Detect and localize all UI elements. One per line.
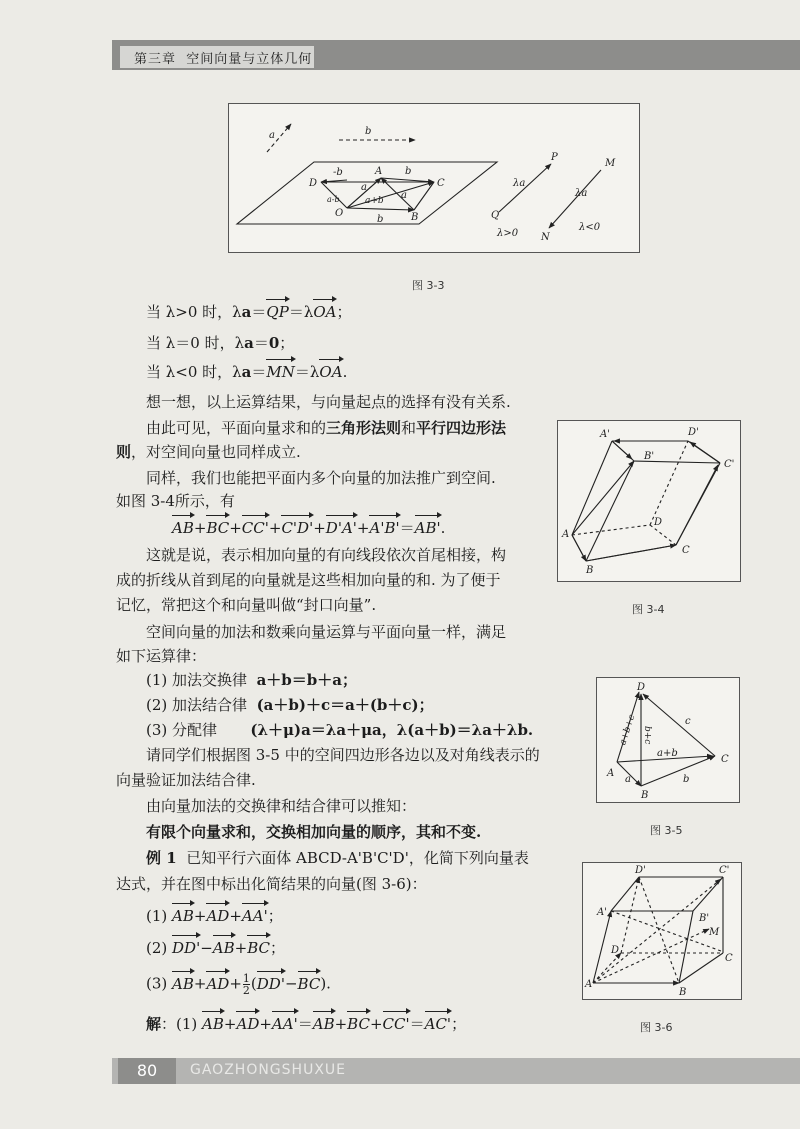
fig34-label-C: C (682, 545, 690, 556)
fig34-label-A1: A' (600, 429, 610, 440)
fig36-label-C1: C' (719, 865, 730, 876)
figure-3-4-caption: 图 3-4 (632, 603, 665, 616)
chapter-number: 第三章 (134, 52, 177, 67)
fig34-label-B1: B' (644, 451, 655, 462)
figure-3-5-caption: 图 3-5 (650, 824, 683, 837)
text-line-triangle-rule: 由此可见，平面向量求和的三角形法则和平行四边形法 (146, 419, 507, 437)
fig36-label-A: A (585, 979, 593, 990)
fig36-label-D1: D' (635, 865, 646, 876)
fig33-label-lambda-a-1: λa (513, 178, 526, 189)
fig36-label-A1: A' (597, 907, 607, 918)
text-line-verify-2: 向量验证加法结合律. (116, 771, 256, 789)
text-line-deduce: 由向量加法的交换律和结合律可以推知： (146, 797, 417, 815)
fig36-label-D: D (611, 945, 620, 956)
fig33-label-a-plus-b: a+b (365, 196, 384, 206)
footer-brand: GAOZHONGSHUXUE (190, 1062, 347, 1078)
text-line-meaning-2: 成的折线从首到尾的向量就是这些相加向量的和. 为了便于 (116, 571, 501, 589)
fig36-label-B1: B' (699, 913, 710, 924)
fig33-label-B: B (411, 212, 419, 223)
figure-3-3 (228, 103, 640, 253)
fig33-label-lambda-a-2: λa (575, 188, 588, 199)
fig34-label-B: B (586, 565, 594, 576)
chapter-title: 空间向量与立体几何 (186, 52, 313, 67)
text-line-laws-intro-2: 如下运算律： (116, 647, 207, 665)
example-1-heading: 例 1 已知平行六面体 ABCD-A'B'C'D'，化简下列向量表 (146, 849, 529, 867)
fig35-label-a: a (625, 774, 631, 785)
text-line-meaning-3: 记忆，常把这个和向量叫做“封口向量”. (116, 596, 377, 614)
figure-3-4-diagram (558, 421, 740, 581)
fig33-label-P: P (551, 152, 558, 163)
fig35-label-c: c (685, 716, 691, 727)
fig36-label-C: C (725, 953, 733, 964)
law-distributive: (3) 分配律 (λ＋μ)a＝λa＋μa，λ(a＋b)＝λa＋λb. (146, 721, 534, 739)
figure-3-6 (582, 862, 742, 1000)
text-line-conclusion: 有限个向量求和，交换相加向量的顺序，其和不变. (146, 823, 482, 841)
figure-3-5 (596, 677, 740, 803)
fig34-label-A: A (562, 529, 570, 540)
vector-MN: MN (266, 363, 295, 381)
vector-OA-2: OA (319, 363, 343, 381)
fig36-label-B: B (679, 987, 687, 998)
fig34-label-C1: C' (724, 459, 735, 470)
question-2: (2) DD'−AB+BC； (146, 939, 286, 957)
text-line-lambda-pos: 当 λ>0 时，λa＝QP＝λOA； (146, 303, 352, 321)
text-line-generalize: 同样，我们也能把平面内多个向量的加法推广到空间. (146, 469, 496, 487)
example-1-cont: 达式，并在图中标出化简结果的向量(图 3-6)： (116, 875, 427, 893)
fig33-label-A: A (375, 166, 383, 177)
fig33-label-b-low: b (377, 214, 384, 225)
figure-3-3-caption: 图 3-3 (412, 279, 445, 292)
page-number: 80 (118, 1058, 176, 1084)
fig33-label-N: N (541, 232, 550, 243)
solution-1: 解：(1) AB+AD+AA'＝AB+BC+CC'＝AC'； (146, 1015, 467, 1033)
fig33-label-b-top: b (365, 126, 372, 137)
figure-3-3-diagram (229, 104, 639, 252)
text-line-fig34-ref: 如图 3-4所示，有 (116, 492, 235, 510)
fig35-label-C: C (721, 754, 729, 765)
fig35-label-abc: a+b+c (618, 713, 638, 747)
fig33-label-cond-pos: λ>0 (497, 228, 519, 239)
fig35-label-b: b (683, 774, 690, 785)
fig36-label-M: M (709, 927, 720, 938)
fig33-label-b-mid: b (405, 166, 412, 177)
fig33-label-C: C (437, 178, 445, 189)
fig33-label-a-right: a (401, 190, 407, 201)
text-line-verify-1: 请同学们根据图 3-5 中的空间四边形各边以及对角线表示的 (146, 746, 540, 764)
figure-3-6-caption: 图 3-6 (640, 1021, 673, 1034)
fig35-label-bc: b+c (642, 726, 652, 745)
text-line-laws-intro: 空间向量的加法和数乘向量运算与平面向量一样，满足 (146, 623, 507, 641)
fig33-label-M: M (605, 158, 616, 169)
fig33-label-O: O (335, 208, 344, 219)
figure-3-6-diagram (583, 863, 741, 999)
fig35-label-B: B (641, 790, 649, 801)
question-1: (1) AB+AD+AA'； (146, 907, 283, 925)
question-3: (3) AB+AD+ $\frac{1}{2}$ (DD'−BC). (146, 972, 331, 997)
figure-3-4 (557, 420, 741, 582)
text-line-lambda-zero: 当 λ＝0 时，λa＝0； (146, 334, 295, 352)
fig33-label-a-diag: a (361, 182, 367, 193)
fig34-label-D1: D' (688, 427, 699, 438)
fig35-label-ab: a+b (657, 748, 678, 759)
vector-OA: OA (313, 303, 337, 321)
fig33-label-a-minus-b: a-b (327, 195, 340, 204)
text-line-rule-cont: 则，对空间向量也同样成立. (116, 443, 301, 461)
equation-closed-chain: AB+BC+CC'+C'D'+D'A'+A'B'＝AB'. (172, 519, 446, 537)
fig34-label-D: D (654, 517, 663, 528)
fig33-label-D: D (309, 178, 318, 189)
fig35-label-A: A (607, 768, 615, 779)
vector-QP: QP (266, 303, 289, 321)
text-line-think: 想一想，以上运算结果，与向量起点的选择有没有关系. (146, 393, 511, 411)
fig33-label-cond-neg: λ<0 (579, 222, 601, 233)
chapter-header-text (134, 48, 312, 67)
figure-3-5-diagram (597, 678, 739, 802)
fig33-label-a-top: a (269, 130, 275, 141)
fig35-label-D: D (637, 682, 646, 693)
law-associative: (2) 加法结合律 (a＋b)＋c＝a＋(b＋c)； (146, 696, 434, 714)
text-line-meaning-1: 这就是说，表示相加向量的有向线段依次首尾相接，构 (146, 546, 507, 564)
law-commutative: (1) 加法交换律 a＋b＝b＋a； (146, 671, 357, 689)
text-line-lambda-neg: 当 λ<0 时，λa＝MN＝λOA. (146, 363, 348, 381)
fig33-label-Q: Q (491, 210, 500, 221)
fig33-label-neg-b: -b (333, 167, 343, 178)
